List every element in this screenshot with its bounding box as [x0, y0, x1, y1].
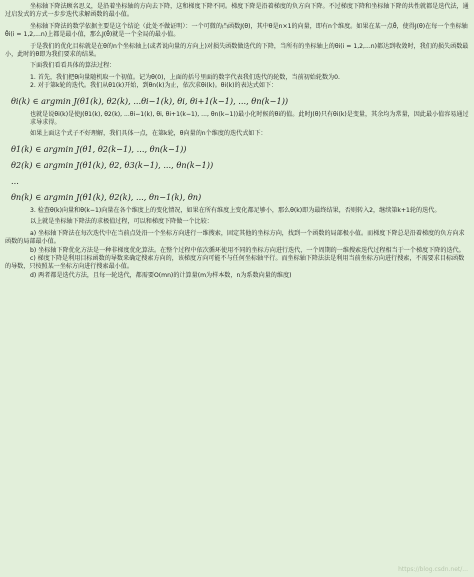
comparison-b: b) 坐标轴下降优化方法是一种非梯度优化算法。在整个过程中依次循环使用不同的坐标方向进行迭代，一个周期的一维搜索迭代过程相当于一个梯度下降的迭代。	[30, 246, 465, 254]
comparison-a: a) 坐标轴下降法在每次迭代中在当前点处沿一个坐标方向进行一维搜索，固定其他的坐标方向，找到一个函数的局部极小值。而梯度下降总是沿着梯度的负方向求函数的局部最小值。	[5, 229, 465, 246]
watermark: https://blog.csdn.net/...	[398, 565, 468, 573]
step-2: 2. 对于第k轮的迭代。我们从θ1(k)开始，到θn(k)为止，依次求θi(k)。θi(k)的表达式如下：	[30, 82, 278, 90]
equation-dim-n: θn(k) ∈ argmin J(θ1(k), θ2(k), ..., θn−1(k), θn)	[11, 191, 202, 202]
equation-dim-2: θ2(k) ∈ argmin J(θ1(k), θ2, θ3(k−1), ..., θn(k−1))	[11, 159, 214, 170]
step-1: 1. 首先，我们把θ向量随机取一个初值。记为θ(0)，上面的括号里面的数字代表我们迭代的轮数，当前初始轮数为0.	[30, 73, 340, 81]
equation-explanation: 也就是说θi(k)是使J(θ1(k), θ2(k), ...θi−1(k), θi, θi+1(k−1), ..., θn(k−1))最小化时候的θi的值。此时J(θ)只有θi(k)是变量，其余均为常量，因此最小值容易通过求导求得。	[30, 110, 469, 127]
equation-ellipsis: ...	[11, 175, 19, 186]
optimization-goal-paragraph: 于是我们的优化目标就是在θ的n个坐标轴上(或者说向量的方向上)对损失函数做迭代的下降，当所有的坐标轴上的θi(i = 1,2,...n)都达到收敛时，我们的损失函数最小，此时的θ即为我们要求的结果。	[5, 42, 469, 59]
comparison-c: c) 梯度下降是利用目标函数的导数来确定搜索方向的，该梯度方向可能不与任何坐标轴平行。而坐标轴下降法法是利用当前坐标方向进行搜索，不需要求目标函数的导数，只按照某一坐标方向进行搜索最小值。	[5, 254, 465, 271]
intro-paragraph: 坐标轴下降法顾名思义，是沿着坐标轴的方向去下降，这和梯度下降不同。梯度下降是沿着梯度的负方向下降。不过梯度下降和坐标轴下降的共性就都是迭代法，通过启发式的方式一步步迭代求解函数的最小值。	[5, 3, 469, 19]
math-basis-paragraph: 坐标轴下降法的数学依据主要是这个结论（此处不做证明）：一个可微的凸函数J(θ)，其中θ是n×1的向量，即有n个维度。如果在某一点θ̄，使得J(θ)在每一个坐标轴θ̄i(i = 1,2,...n)上都是最小值，那么J(θ̄)就是一个全局的最小值。	[5, 22, 468, 39]
equation-general: θi(k) ∈ argmin J(θ1(k), θ2(k), ...θi−1(k), θi, θi+1(k−1), ..., θn(k−1))	[11, 95, 289, 106]
concrete-example-intro: 如果上面这个式子不好理解，我们具体一点，在第k轮，θ向量的n个维度的迭代式如下：	[30, 130, 267, 138]
step-3: 3. 检查θ(k)向量和θ(k−1)向量在各个维度上的变化情况，如果在所有维度上变化都足够小，那么θ(k)即为最终结果，否则转入2，继续第k+1轮的迭代。	[30, 206, 441, 214]
comparison-d: d) 两者都是迭代方法，且每一轮迭代，都需要O(mn)的计算量(m为样本数，n为系数向量的维度)	[30, 271, 292, 279]
algorithm-heading: 下面我们看看具体的算法过程：	[30, 62, 116, 70]
equation-dim-1: θ1(k) ∈ argmin J(θ1, θ2(k−1), ..., θn(k−1))	[11, 143, 187, 154]
comparison-intro: 以上就是坐标轴下降法的求极值过程，可以和梯度下降做一个比较：	[30, 218, 213, 226]
document-body	[5, 3, 469, 280]
